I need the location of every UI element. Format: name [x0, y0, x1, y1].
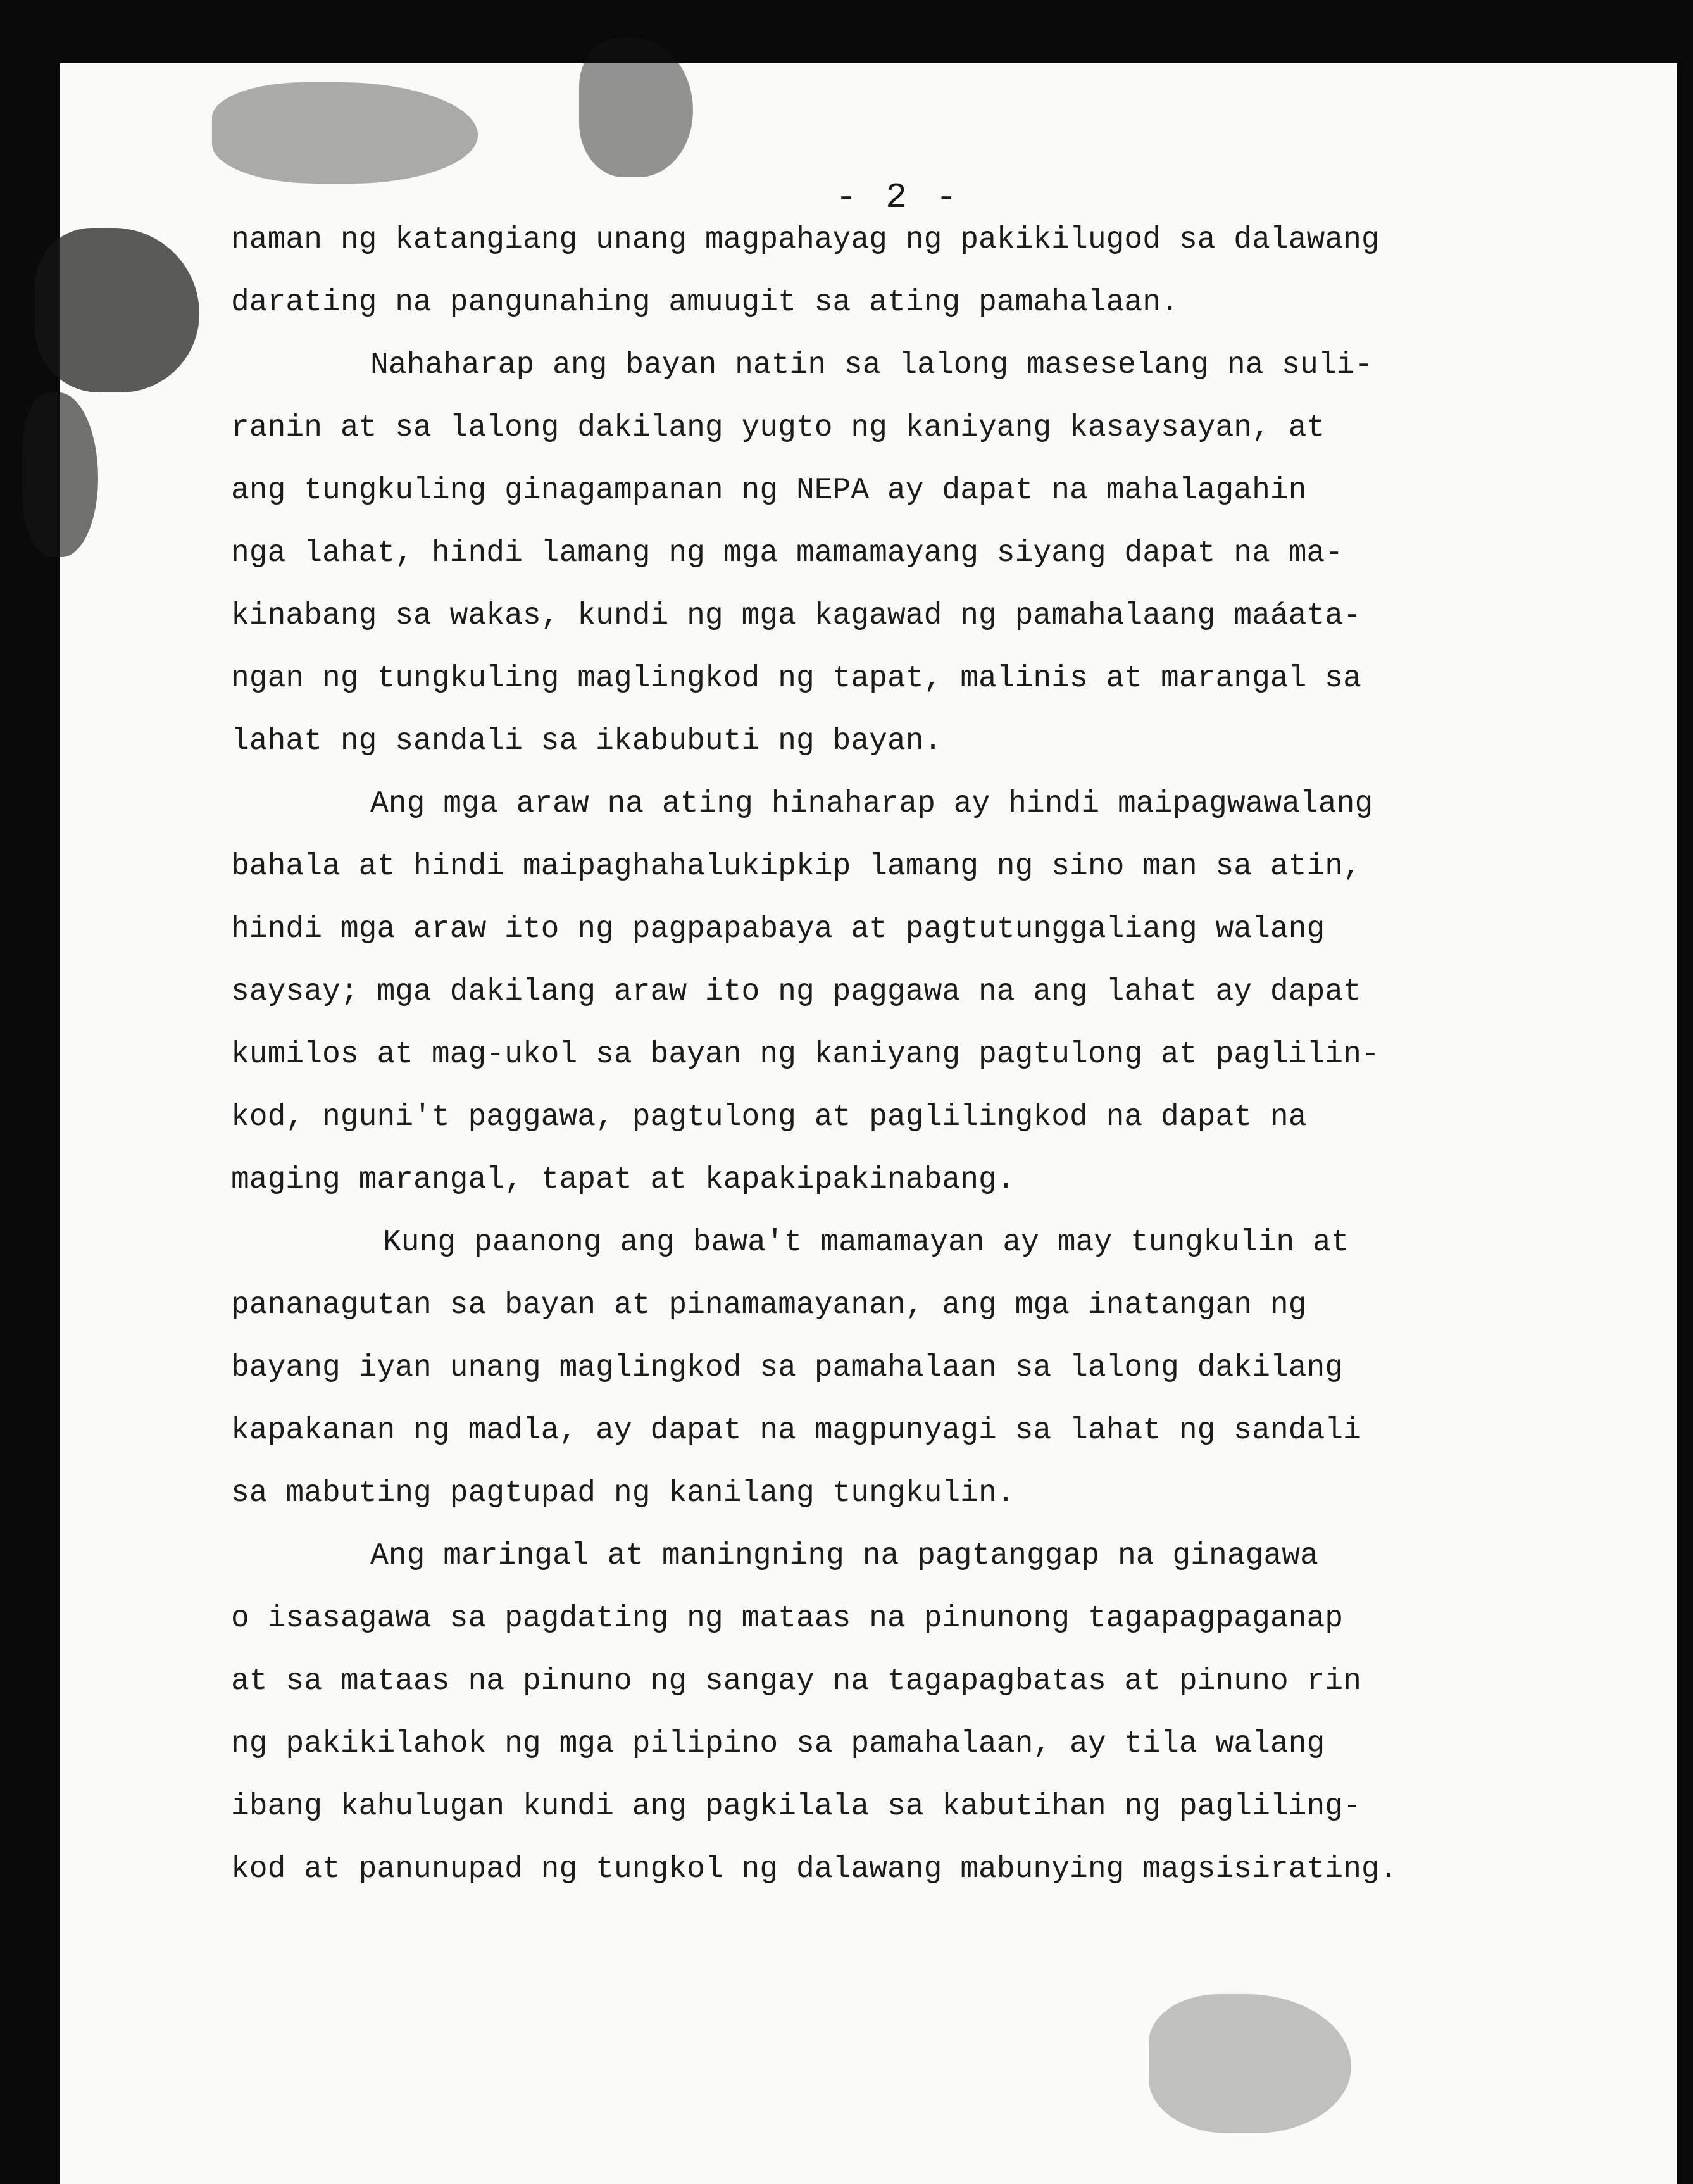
ink-stain: [22, 392, 98, 557]
text-line: nga lahat, hindi lamang ng mga mamamayang siyang dapat na ma-: [231, 536, 1344, 570]
text-line: ng pakikilahok ng mga pilipino sa pamahalaan, ay tila walang: [231, 1727, 1325, 1761]
text-line: bahala at hindi maipaghahalukipkip lamang ng sino man sa atin,: [231, 850, 1361, 884]
paragraph: [231, 773, 1528, 1212]
text-line: o isasagawa sa pagdating ng mataas na pinunong tagapagpaganap: [231, 1602, 1344, 1636]
text-line: ang tungkuling ginagampanan ng NEPA ay dapat na mahalagahin: [231, 474, 1307, 508]
text-line: saysay; mga dakilang araw ito ng paggawa na ang lahat ay dapat: [231, 975, 1361, 1009]
ink-stain: [1149, 1994, 1351, 2133]
paragraph: [231, 1525, 1528, 1901]
text-line: Ang mga araw na ating hinaharap ay hindi maipagwawalang: [370, 787, 1373, 821]
text-line: ranin at sa lalong dakilang yugto ng kaniyang kasaysayan, at: [231, 411, 1325, 445]
text-line: ibang kahulugan kundi ang pagkilala sa kabutihan ng pagliling-: [231, 1790, 1361, 1824]
text-line: hindi mga araw ito ng pagpapabaya at pagtutunggaliang walang: [231, 912, 1325, 946]
paragraph: [231, 1212, 1528, 1525]
text-line: at sa mataas na pinuno ng sangay na tagapagbatas at pinuno rin: [231, 1664, 1361, 1698]
ink-stain: [35, 228, 199, 392]
ink-stain: [579, 38, 693, 177]
text-line: maging marangal, tapat at kapakipakinabang.: [231, 1163, 1015, 1197]
paragraph: [231, 209, 1528, 334]
text-line: sa mabuting pagtupad ng kanilang tungkulin.: [231, 1476, 1015, 1510]
page-number: - 2 -: [835, 177, 961, 218]
text-line: ngan ng tungkuling maglingkod ng tapat, malinis at marangal sa: [231, 662, 1361, 696]
paragraph: [231, 334, 1528, 773]
text-line: pananagutan sa bayan at pinamamayanan, ang mga inatangan ng: [231, 1288, 1307, 1322]
text-line: kod at panunupad ng tungkol ng dalawang mabunying magsisirating.: [231, 1852, 1398, 1886]
text-line: kod, nguni't paggawa, pagtulong at paglilingkod na dapat na: [231, 1100, 1307, 1134]
text-line: kapakanan ng madla, ay dapat na magpunyagi sa lahat ng sandali: [231, 1414, 1361, 1448]
text-line: Ang maringal at maningning na pagtanggap na ginagawa: [370, 1539, 1318, 1573]
document-body: [231, 209, 1528, 1901]
text-line: kumilos at mag-ukol sa bayan ng kaniyang pagtulong at paglilin-: [231, 1038, 1380, 1072]
text-line: darating na pangunahing amuugit sa ating pamahalaan.: [231, 286, 1179, 320]
text-line: lahat ng sandali sa ikabubuti ng bayan.: [231, 724, 942, 758]
text-line: naman ng katangiang unang magpahayag ng pakikilugod sa dalawang: [231, 223, 1380, 257]
ink-stain: [212, 82, 478, 184]
text-line: bayang iyan unang maglingkod sa pamahalaan sa lalong dakilang: [231, 1351, 1344, 1385]
text-line: Nahaharap ang bayan natin sa lalong maseselang na suli-: [370, 348, 1373, 382]
text-line: kinabang sa wakas, kundi ng mga kagawad ng pamahalaang maáata-: [231, 599, 1361, 633]
text-line: Kung paanong ang bawa't mamamayan ay may tungkulin at: [383, 1226, 1349, 1260]
